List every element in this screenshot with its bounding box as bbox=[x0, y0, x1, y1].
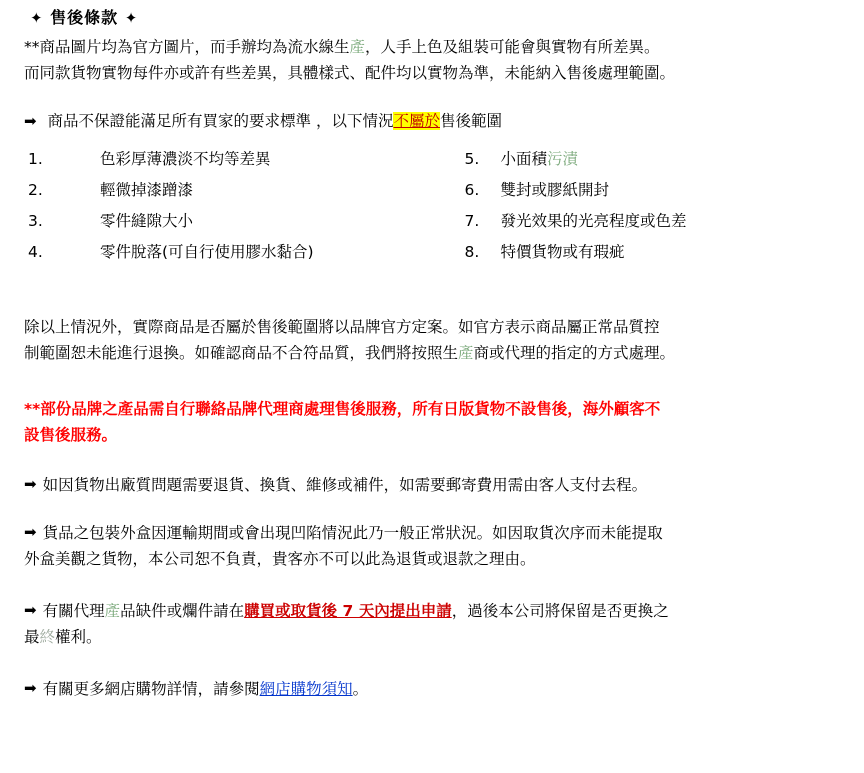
note-shop-info bbox=[24, 677, 850, 701]
scope-notice-before: 商品不保證能滿足所有買家的要求標準 ，以下情況 bbox=[47, 111, 394, 130]
exclusion-list-left bbox=[28, 147, 442, 271]
list-item bbox=[28, 178, 442, 202]
scope-notice bbox=[24, 109, 850, 133]
arrow-icon-note-3: ➡ bbox=[24, 601, 37, 620]
note-shipping-text: 如因貨物出廠質問題需要退貨、換貨、維修或補件，如需要郵寄費用需由客人支付去程。 bbox=[42, 476, 648, 495]
note-shop-info-after: 。 bbox=[352, 680, 369, 699]
list-item-label: 輕微掉漆蹭漆 bbox=[100, 181, 194, 200]
list-item-number: 8. bbox=[464, 243, 480, 262]
exclusion-list-right bbox=[442, 147, 850, 271]
intro-line-1 bbox=[24, 35, 850, 59]
note-packaging bbox=[24, 521, 850, 545]
list-item-label: 零件脫落(可自行使用膠水黏合) bbox=[100, 243, 314, 262]
intro-line-1-text: **商品圖片均為官方圖片，而手辦均為流水線生產，人手上色及組裝可能會與實物有所差異。 bbox=[24, 37, 660, 56]
arrow-icon-scope: ➡ bbox=[24, 111, 37, 130]
list-item-number: 1. bbox=[28, 150, 43, 169]
list-item-label: 小面積污漬 bbox=[500, 150, 578, 169]
policy-line-1: 除以上情況外，實際商品是否屬於售後範圍將以品牌官方定案。如官方表示商品屬正常品質控 bbox=[24, 318, 660, 337]
exclusion-lists bbox=[24, 147, 850, 271]
list-item-label: 雙封或膠紙開封 bbox=[500, 181, 609, 200]
apply-period-link[interactable]: 購買或取貨後 7 天內提出申請 bbox=[244, 602, 452, 621]
list-item bbox=[464, 209, 850, 233]
list-item-number: 3. bbox=[28, 212, 43, 231]
policy-line-2 bbox=[24, 341, 850, 365]
list-item bbox=[28, 240, 442, 264]
note-shop-info-before: 有關更多網店購物詳情，請參閱 bbox=[42, 680, 260, 699]
page-title-text: 售後條款 bbox=[50, 8, 119, 27]
policy-line-2-text: 制範圍恕未能進行退換。如確認商品不合符品質，我們將按照生產商或代理的指定的方式處理。 bbox=[24, 344, 676, 363]
list-item bbox=[464, 240, 850, 264]
spacer-4 bbox=[24, 449, 850, 473]
list-item-label: 零件縫隙大小 bbox=[100, 212, 194, 231]
note-shipping bbox=[24, 473, 850, 497]
list-item bbox=[464, 147, 850, 171]
spacer-5 bbox=[24, 499, 850, 521]
arrow-icon-note-4: ➡ bbox=[24, 679, 37, 698]
diamond-icon-left: ✦ bbox=[30, 9, 44, 27]
spacer-6 bbox=[24, 573, 850, 599]
spacer-7 bbox=[24, 651, 850, 677]
note-agent-parts-after: ，過後本公司將保留是否更換之 bbox=[451, 602, 669, 621]
arrow-icon-note-2: ➡ bbox=[24, 523, 37, 542]
page-title bbox=[30, 6, 850, 31]
note-packaging-text-2: 外盒美觀之貨物，本公司恕不負責，貴客亦不可以此為退貨或退款之理由。 bbox=[24, 550, 536, 569]
note-agent-parts-text: 有關代理產品缺件或爛件請在購買或取貨後 7 天內提出申請，過後本公司將保留是否更換之 bbox=[42, 602, 669, 621]
list-item-label: 特價貨物或有瑕疵 bbox=[500, 243, 625, 262]
list-item-label: 色彩厚薄濃淡不均等差異 bbox=[100, 150, 271, 169]
note-packaging-text: 貨品之包裝外盒因運輸期間或會出現凹陷情況此乃一般正常狀況。如因取貨次序而未能提取 bbox=[42, 524, 663, 543]
list-item bbox=[28, 209, 442, 233]
list-item-label: 發光效果的光亮程度或色差 bbox=[500, 212, 687, 231]
list-item-number: 7. bbox=[464, 212, 480, 231]
shop-guide-link[interactable]: 網店購物須知 bbox=[259, 680, 353, 699]
warning-line-2: 設售後服務。 bbox=[24, 426, 118, 445]
spacer-1 bbox=[24, 87, 850, 109]
spacer-2 bbox=[24, 275, 850, 315]
scope-notice-highlight: 不屬於 bbox=[393, 111, 440, 130]
list-item bbox=[28, 147, 442, 171]
list-item bbox=[464, 178, 850, 202]
list-item-number: 4. bbox=[28, 243, 43, 262]
note-agent-parts-line-2-text: 最終權利。 bbox=[24, 628, 102, 647]
list-item-number: 2. bbox=[28, 181, 43, 200]
intro-line-2: 而同款貨物實物每件亦或許有些差異，具體樣式、配件均以實物為準，未能納入售後處理範圍。 bbox=[24, 63, 676, 82]
list-item-number: 6. bbox=[464, 181, 480, 200]
list-item-number: 5. bbox=[464, 150, 480, 169]
warning-line-1: **部份品牌之產品需自行聯絡品牌代理商處理售後服務，所有日版貨物不設售後，海外顧客不 bbox=[24, 400, 661, 419]
arrow-icon-note-1: ➡ bbox=[24, 475, 37, 494]
diamond-icon-right: ✦ bbox=[124, 9, 139, 27]
note-agent-parts-line-2 bbox=[24, 625, 850, 649]
note-agent-parts bbox=[24, 599, 850, 623]
scope-notice-after: 售後範圍 bbox=[439, 111, 502, 130]
note-shop-info-text bbox=[43, 677, 850, 701]
spacer-3 bbox=[24, 367, 850, 397]
